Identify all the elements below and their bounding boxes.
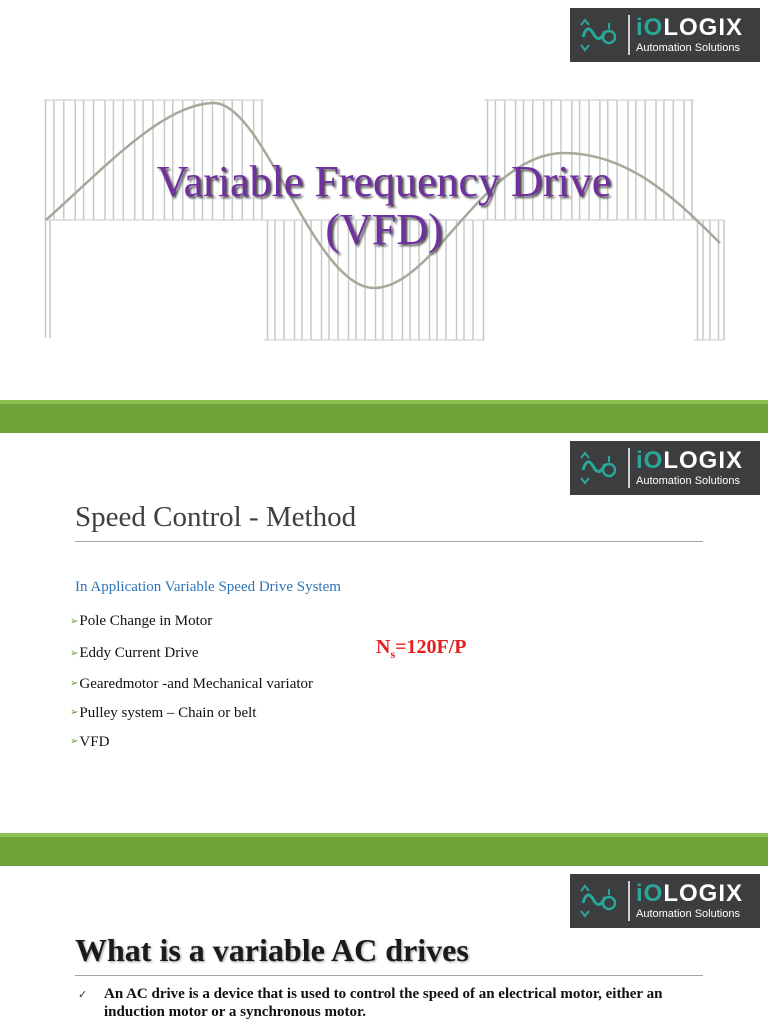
slide-speed-control [0, 433, 768, 833]
iologix-mark-icon [570, 441, 628, 495]
logo-brand: iOLOGIX [636, 880, 744, 907]
speed-formula: $N_s=120F/P$ [376, 636, 467, 661]
iologix-mark-icon [570, 8, 628, 62]
title-rule [75, 541, 703, 542]
arrow-bullet-icon: ➢ [70, 678, 79, 689]
logo-tagline: Automation Solutions [636, 908, 740, 920]
arrow-bullet-icon: ➢ [70, 736, 79, 747]
list-item-text: Pulley system – Chain or belt [79, 705, 257, 721]
slide-title: What is a variable AC drives [75, 932, 469, 968]
list-item-text: VFD [79, 734, 110, 750]
list-item-text: An AC drive is a device that is used to control the speed of an electrical motor, either an induction motor or a synchronous motor. [104, 986, 663, 1020]
logo-brand: iOLOGIX [636, 14, 744, 41]
title-rule [75, 975, 703, 976]
list-item-text: Eddy Current Drive [79, 645, 199, 661]
intro-text: In Application Variable Speed Drive System [75, 579, 341, 595]
list-item-text: Gearedmotor -and Mechanical variator [79, 676, 314, 692]
company-logo [570, 874, 760, 928]
list-item [78, 985, 704, 1021]
slide-vfd-title [0, 0, 768, 400]
slide-divider [0, 400, 768, 433]
method-list [70, 605, 313, 757]
slide-divider [0, 833, 768, 866]
company-logo [570, 441, 760, 495]
logo-tagline: Automation Solutions [636, 475, 740, 487]
list-item-text: Pole Change in Motor [79, 613, 213, 629]
arrow-bullet-icon: ➢ [70, 707, 79, 718]
list-item [70, 699, 313, 727]
logo-separator [628, 881, 630, 921]
iologix-mark-icon [570, 874, 628, 928]
logo-tagline: Automation Solutions [636, 42, 740, 54]
slide-title: Speed Control - Method [75, 501, 357, 533]
title-line-1: Variable Frequency Drive [156, 157, 612, 206]
arrow-bullet-icon: ➢ [70, 616, 79, 627]
list-item [70, 605, 313, 638]
list-item [70, 669, 313, 699]
check-icon: ✓ [78, 989, 88, 1001]
company-logo [570, 8, 760, 62]
page-title [0, 158, 768, 254]
slide-ac-drives [0, 866, 768, 1024]
arrow-bullet-icon: ➢ [70, 648, 79, 659]
logo-brand: iOLOGIX [636, 447, 744, 474]
logo-separator [628, 15, 630, 55]
list-item [70, 638, 313, 669]
title-line-2: (VFD) [325, 205, 443, 254]
list-item [70, 727, 313, 757]
logo-separator [628, 448, 630, 488]
